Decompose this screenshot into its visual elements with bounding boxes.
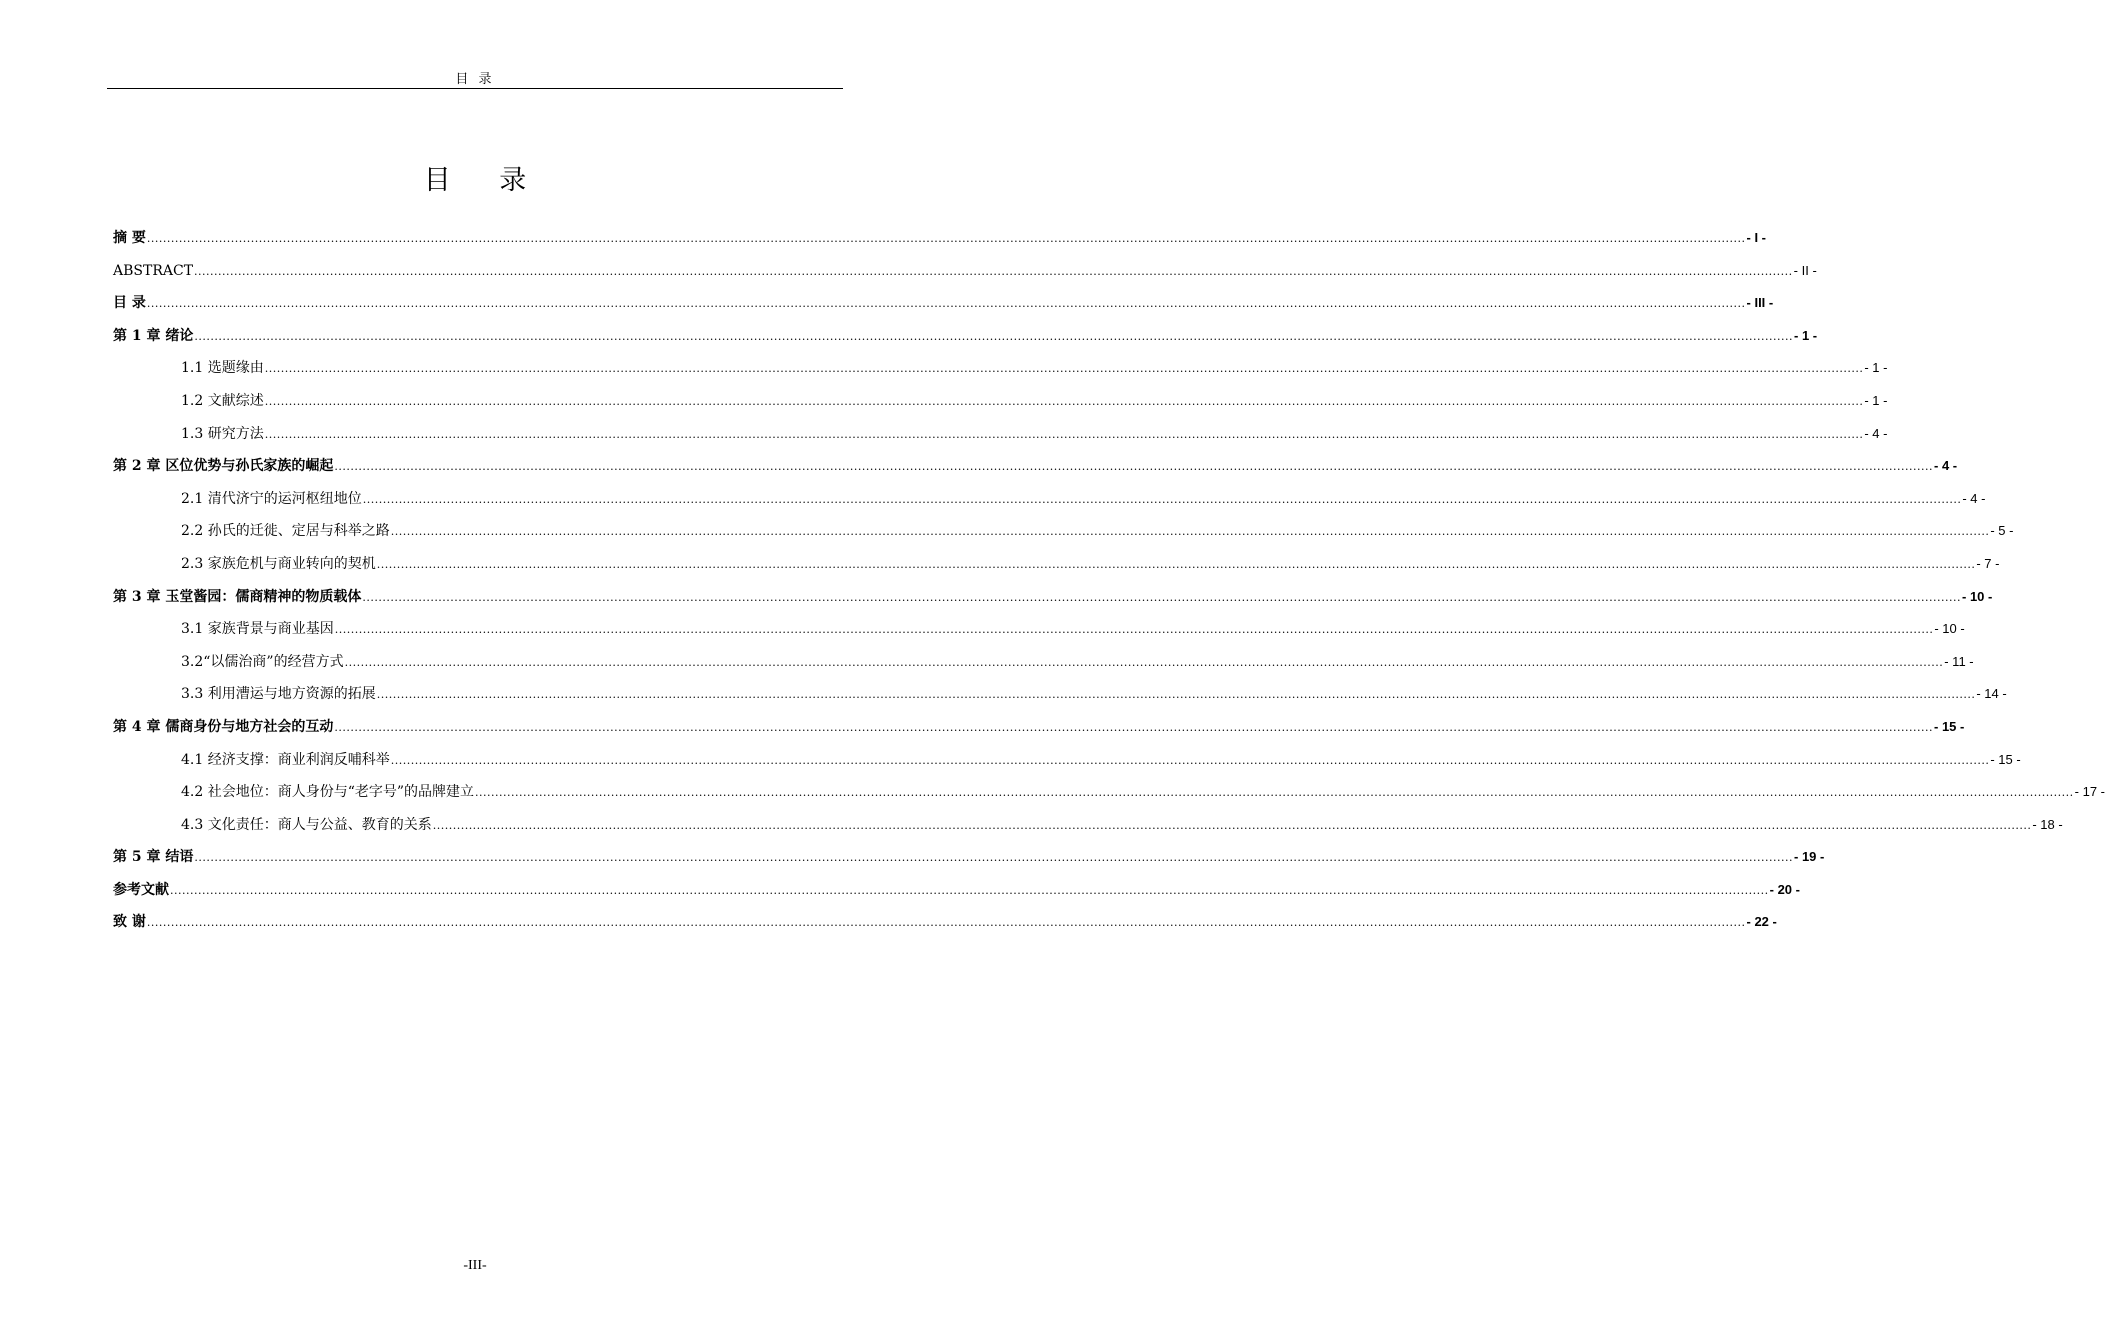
- toc-entry-label: 4.1 经济支撑：商业利润反哺科举: [181, 751, 390, 768]
- toc-dot-leader: ................................................................................................................................................................................................................................................................................................................................................................................................................: [334, 623, 1934, 637]
- toc-entry-page: - 10 -: [1962, 588, 1993, 604]
- toc-entry-page: - 7 -: [1976, 555, 2000, 571]
- toc-entry[interactable]: [113, 483, 1986, 516]
- toc-entry-label: 2.2 孙氏的迁徙、定居与科举之路: [181, 523, 390, 540]
- toc-dot-leader: ................................................................................................................................................................................................................................................................................................................................................................................................................: [362, 492, 1962, 506]
- toc-dot-leader: ................................................................................................................................................................................................................................................................................................................................................................................................................: [390, 753, 1990, 767]
- toc-entry-page: - 4 -: [1934, 458, 1958, 474]
- toc-entry-label: 1.2 文献综述: [181, 392, 264, 409]
- toc-dot-leader: ................................................................................................................................................................................................................................................................................................................................................................................................................: [264, 362, 1864, 376]
- toc-entry[interactable]: [113, 744, 2021, 777]
- toc-entry-page: - 1 -: [1864, 392, 1888, 408]
- toc-dot-leader: ................................................................................................................................................................................................................................................................................................................................................................................................................: [146, 297, 1746, 311]
- toc-dot-leader: ................................................................................................................................................................................................................................................................................................................................................................................................................: [344, 655, 1944, 669]
- toc-entry-page: - 20 -: [1769, 881, 1800, 897]
- toc-dot-leader: ................................................................................................................................................................................................................................................................................................................................................................................................................: [264, 394, 1864, 408]
- toc-entry-page: - 17 -: [2074, 784, 2105, 800]
- toc-entry-page: - II -: [1793, 262, 1817, 278]
- toc-entry[interactable]: [113, 548, 2000, 581]
- toc-entry-label: ABSTRACT: [113, 262, 194, 279]
- toc-entry-label: 3.3 利用漕运与地方资源的拓展: [181, 686, 376, 703]
- toc-entry[interactable]: [113, 678, 2007, 711]
- running-header: 目 录: [455, 72, 495, 87]
- toc-entry-page: - III -: [1746, 295, 1774, 311]
- toc-entry-label: 3.1 家族背景与商业基因: [181, 621, 334, 638]
- toc-entry[interactable]: [113, 711, 1965, 744]
- toc-entry-label: 4.2 社会地位：商人身份与“老字号”的品牌建立: [181, 784, 475, 801]
- toc-entry-label: 第 1 章 绪论: [113, 327, 194, 344]
- page-number: -III-: [463, 1258, 487, 1273]
- toc-entry-page: - 18 -: [2032, 816, 2063, 832]
- toc-dot-leader: ................................................................................................................................................................................................................................................................................................................................................................................................................: [146, 916, 1746, 930]
- toc-entry-label: 第 3 章 玉堂酱园：儒商精神的物质载体: [113, 588, 362, 605]
- toc-entry[interactable]: [113, 385, 1888, 418]
- toc-entry[interactable]: [113, 450, 1958, 483]
- toc-dot-leader: ................................................................................................................................................................................................................................................................................................................................................................................................................: [334, 460, 1934, 474]
- toc-dot-leader: ................................................................................................................................................................................................................................................................................................................................................................................................................: [194, 264, 1793, 278]
- toc-entry[interactable]: [113, 255, 1817, 288]
- toc-entry-label: 2.3 家族危机与商业转向的契机: [181, 555, 376, 572]
- toc-dot-leader: ................................................................................................................................................................................................................................................................................................................................................................................................................: [376, 557, 1976, 571]
- toc-entry[interactable]: [113, 646, 1974, 679]
- toc-entry-page: - I -: [1746, 230, 1767, 245]
- toc-dot-leader: ................................................................................................................................................................................................................................................................................................................................................................................................................: [362, 590, 1962, 604]
- toc-entry-label: 3.2“以儒治商”的经营方式: [181, 653, 344, 670]
- toc-entry-page: - 4 -: [1962, 490, 1986, 506]
- toc-entry-label: 致 谢: [113, 914, 146, 931]
- toc-entry-page: - 5 -: [1990, 523, 2014, 539]
- toc-entry[interactable]: [113, 613, 1965, 646]
- toc-entry[interactable]: [113, 515, 2014, 548]
- toc-entry[interactable]: [113, 352, 1888, 385]
- toc-entry-label: 参考文献: [113, 881, 169, 898]
- toc-entry-page: - 11 -: [1944, 653, 1974, 669]
- toc-entry-label: 4.3 文化责任：商人与公益、教育的关系: [181, 816, 432, 833]
- toc-entry[interactable]: [113, 906, 1777, 939]
- toc-entry-page: - 14 -: [1976, 686, 2007, 702]
- toc-dot-leader: ................................................................................................................................................................................................................................................................................................................................................................................................................: [390, 525, 1990, 539]
- toc-dot-leader: ................................................................................................................................................................................................................................................................................................................................................................................................................: [432, 818, 2032, 832]
- toc-dot-leader: ................................................................................................................................................................................................................................................................................................................................................................................................................: [194, 329, 1794, 343]
- toc-entry[interactable]: [113, 418, 1888, 451]
- toc-entry-label: 第 5 章 结语: [113, 849, 194, 866]
- toc-entry-page: - 15 -: [1934, 718, 1965, 734]
- page-title: 目 录: [423, 165, 547, 196]
- toc-entry-page: - 1 -: [1864, 360, 1888, 376]
- toc-entry-label: 第 2 章 区位优势与孙氏家族的崛起: [113, 458, 334, 475]
- toc-entry[interactable]: [113, 320, 1818, 353]
- toc-entry-page: - 10 -: [1934, 621, 1965, 637]
- toc-entry-label: 2.1 清代济宁的运河枢纽地位: [181, 490, 362, 507]
- toc-entry[interactable]: [113, 874, 1800, 907]
- toc-entry-page: - 19 -: [1794, 849, 1825, 865]
- toc-entry[interactable]: [113, 841, 1825, 874]
- toc-dot-leader: ................................................................................................................................................................................................................................................................................................................................................................................................................: [376, 688, 1976, 702]
- toc-entry[interactable]: [113, 809, 2063, 842]
- toc-entry-label: 目 录: [113, 295, 146, 312]
- header-rule: [107, 88, 843, 89]
- toc-dot-leader: ................................................................................................................................................................................................................................................................................................................................................................................................................: [334, 720, 1934, 734]
- toc-entry[interactable]: [113, 287, 1774, 320]
- toc-dot-leader: ................................................................................................................................................................................................................................................................................................................................................................................................................: [264, 427, 1864, 441]
- toc-dot-leader: ................................................................................................................................................................................................................................................................................................................................................................................................................: [194, 851, 1794, 865]
- table-of-contents: [113, 222, 2105, 939]
- toc-entry-page: - 15 -: [1990, 751, 2021, 767]
- toc-entry-label: 1.3 研究方法: [181, 425, 264, 442]
- toc-entry[interactable]: [113, 222, 1767, 255]
- toc-dot-leader: ................................................................................................................................................................................................................................................................................................................................................................................................................: [475, 786, 2074, 800]
- toc-entry-page: - 22 -: [1746, 914, 1777, 930]
- toc-entry-label: 第 4 章 儒商身份与地方社会的互动: [113, 718, 334, 735]
- toc-entry[interactable]: [113, 776, 2105, 809]
- toc-entry-label: 1.1 选题缘由: [181, 360, 264, 377]
- toc-entry-page: - 4 -: [1864, 425, 1888, 441]
- toc-entry[interactable]: [113, 581, 1993, 614]
- toc-dot-leader: ................................................................................................................................................................................................................................................................................................................................................................................................................: [146, 232, 1746, 245]
- toc-entry-page: - 1 -: [1794, 327, 1818, 343]
- toc-entry-label: 摘 要: [113, 230, 146, 246]
- toc-dot-leader: ................................................................................................................................................................................................................................................................................................................................................................................................................: [170, 883, 1769, 897]
